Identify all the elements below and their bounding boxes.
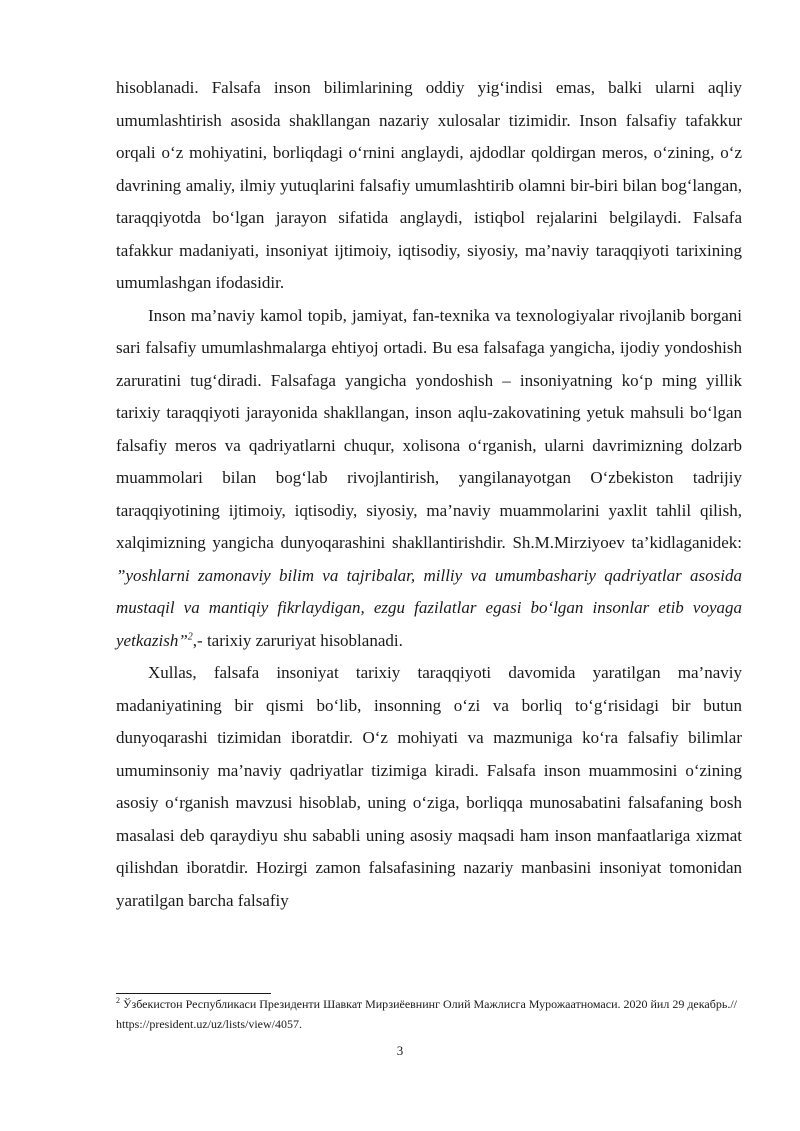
footnote <box>116 994 742 1034</box>
page-number: 3 <box>396 1043 404 1058</box>
paragraph-3: Xullas, falsafa insoniyat tarixiy taraqqiyoti davomida yaratilgan ma’naviy madaniyatining bir qismi bo‘lib, insonning o‘zi va borliq to‘g‘risidagi bir butun dunyoqarashi tizimidan iboratdir. O‘z mohiyati va mazmuniga ko‘ra falsafiy bilimlar umuminsoniy ma’naviy qadriyatlar tizimiga kiradi. Falsafa inson muammosini o‘zining asosiy o‘rganish mavzusi hisoblab, uning o‘ziga, borliqqa munosabatini falsafaning bosh masalasi deb qaraydiyu shu sababli uning asosiy maqsadi ham inson manfaatlariga xizmat qilishdan iboratdir. Hozirgi zamon falsafasining nazariy manbasini insoniyat tomonidan yaratilgan barcha falsafiy <box>116 663 742 910</box>
paragraph-1: hisoblanadi. Falsafa inson bilimlarining oddiy yig‘indisi emas, balki ularni aqliy umumlashtirish asosida shakllangan nazariy xulosalar tizimidir. Inson falsafiy tafakkur orqali o‘z mohiyatini, borliqdagi o‘rnini anglaydi, ajdodlar qoldirgan meros, o‘zining, o‘z davrining amaliy, ilmiy yutuqlarini falsafiy umumlashtirib olamni bir-biri bilan bog‘langan, taraqqiyotda bo‘lgan jarayon sifatida anglaydi, istiqbol rejalarini belgilaydi. Falsafa tafakkur madaniyati, insoniyat ijtimoiy, iqtisodiy, siyosiy, ma’naviy taraqqiyoti tarixining umumlashgan ifodasidir. <box>116 78 742 292</box>
footnote-number: 2 <box>116 996 120 1005</box>
quotation: ”yoshlarni zamonaviy bilim va tajribalar, milliy va umumbashariy qadriyatlar asosida mustaqil va mantiqiy fikrlaydigan, ezgu fazilatlar egasi bo‘lgan insonlar etib voyaga yetkazish” <box>116 565 742 650</box>
paragraph-2-ending: ,- tarixiy zaruriyat hisoblanadi. <box>192 630 403 650</box>
paragraph-2-text: Inson ma’naviy kamol topib, jamiyat, fan-texnika va texnologiyalar rivojlanib borgani sari falsafiy umumlashmalarga ehtiyoj ortadi. Bu esa falsafaga yangicha, ijodiy yondoshish zaruratini tug‘diradi. Falsafaga yangicha yondoshish – insoniyatning ko‘p ming yillik tarixiy taraqqiyoti jarayonida shakllangan, inson aqlu-zakovatining yetuk mahsuli bo‘lgan falsafiy meros va qadriyatlarni chuqur, xolisona o‘rganish, ularni davrimizning dolzarb muammolari bilan bog‘lab rivojlantirish, yangilanayotgan O‘zbekiston tadrijiy taraqqiyotining ijtimoiy, iqtisodiy, siyosiy, ma’naviy muammolarini yaxlit tahlil qilish, xalqimizning yangicha dunyoqarashini shakllantirishdir. Sh.M.Mirziyoev ta’kidlaganidek: <box>116 305 742 552</box>
paragraph-2 <box>116 300 742 658</box>
page-body <box>116 72 742 917</box>
footnote-reference[interactable]: 2 <box>187 630 193 642</box>
footnote-text: Ўзбекистон Республикаси Президенти Шавкат Мирзиёевнинг Олий Мажлисга Мурожаатномаси. 2020 йил 29 декабрь.// https://president.uz/uz/lists/view/4057. <box>116 997 737 1031</box>
